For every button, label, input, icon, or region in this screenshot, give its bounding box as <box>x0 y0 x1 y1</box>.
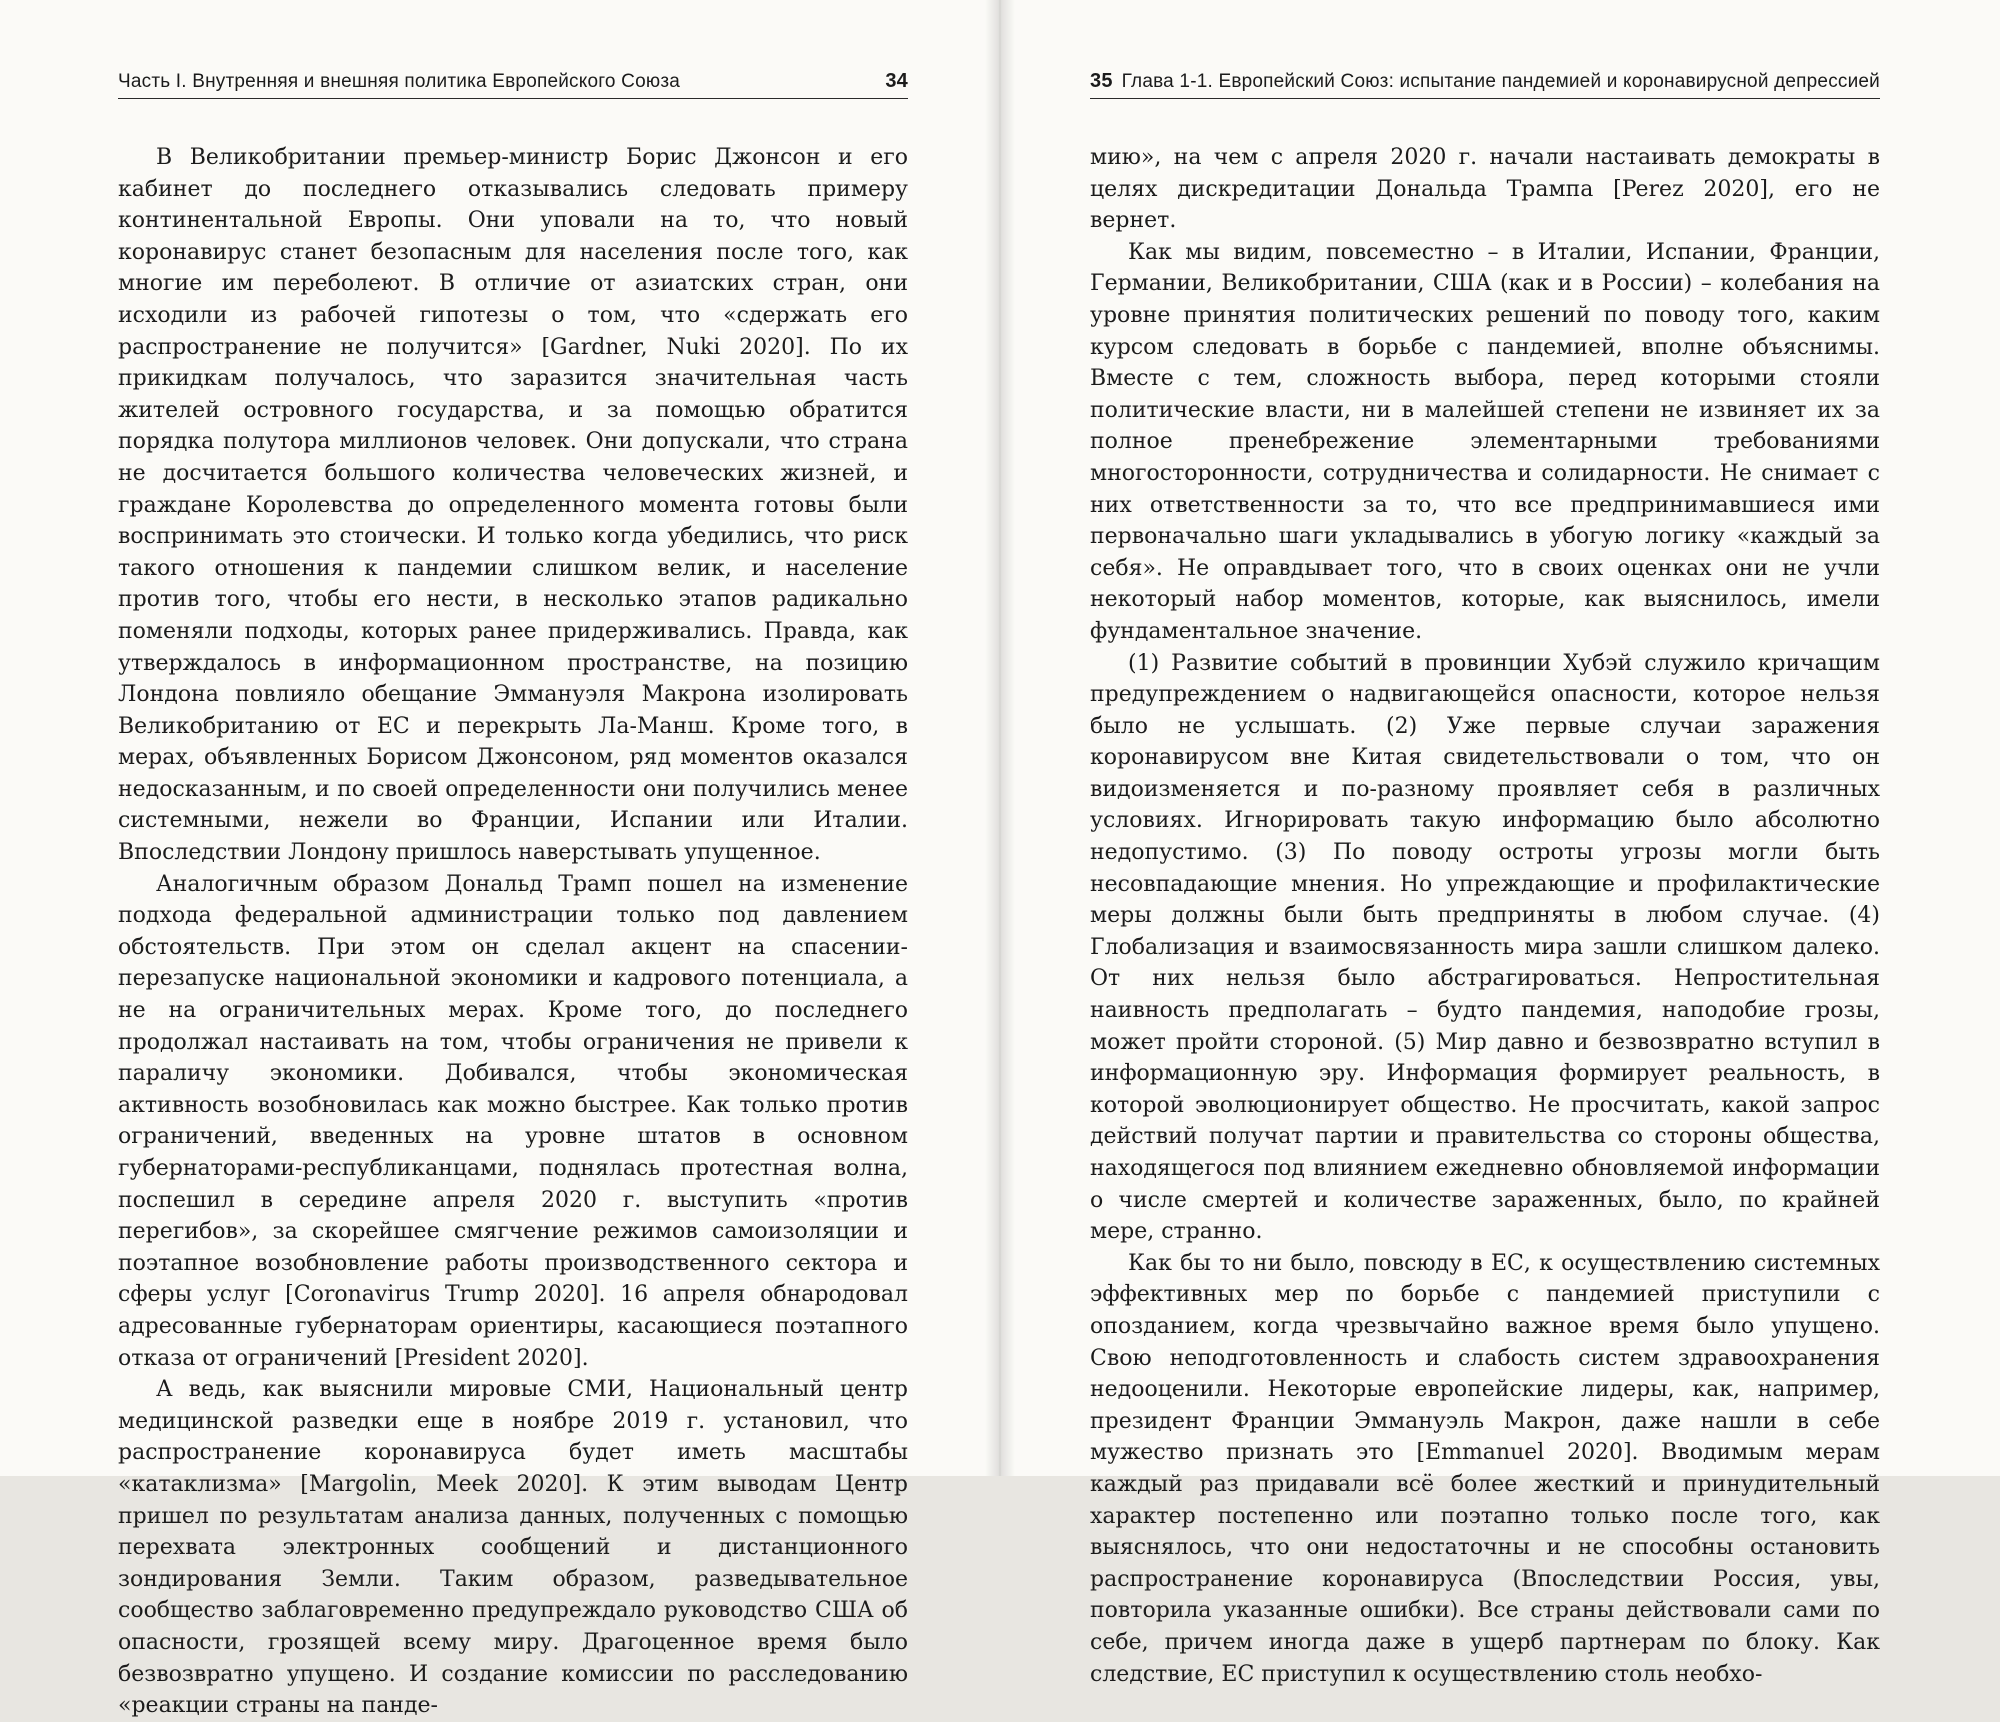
paragraph: А ведь, как выяснили мировые СМИ, Национальный центр медицинской разведки еще в ноябре 2019 г. установил, что распространение коронавируса будет иметь масштабы «катаклизма» [Margolin, Meek 2020]. К этим выводам Центр пришел по результатам анализа данных, полученных с помощью перехвата электронных сообщений и дистанционного зондирования Земли. Таким образом, разведывательное сообщество заблаговременно предупреждало руководство США об опасности, грозящей всему миру. Драгоценное время было безвозвратно упущено. И создание комиссии по расследованию «реакции страны на панде- <box>118 1377 908 1719</box>
left-page <box>0 0 1000 1719</box>
right-page <box>1000 0 2000 1687</box>
left-header-rule <box>118 98 908 99</box>
paragraph: мию», на чем с апреля 2020 г. начали настаивать демократы в целях дискредитации Дональда Трампа [Perez 2020], его не вернет. <box>1090 145 1880 234</box>
right-running-head-title: Глава 1-1. Европейский Союз: испытание пандемией и коронавирусной депрессией <box>1121 71 1880 92</box>
paragraph: Как мы видим, повсеместно – в Италии, Испании, Франции, Германии, Великобритании, США (как и в России) – колебания на уровне принятия политических решений по поводу того, каким курсом следовать в борьбе с пандемией, вполне объяснимы. Вместе с тем, сложность выбора, перед которыми стояли политические власти, ни в малейшей степени не извиняет их за полное пренебрежение элементарными требованиями многосторонности, сотрудничества и солидарности. Не снимает с них ответственности за то, что все предпринимавшиеся ими первоначально шаги укладывались в убогую логику «каждый за себя». Не оправдывает того, что в своих оценках они не учли некоторый набор моментов, которые, как выяснилось, имели фундаментальное значение. <box>1090 239 1880 644</box>
paragraph: (1) Развитие событий в провинции Хубэй служило кричащим предупреждением о надвигающейся опасности, которое нельзя было не услышать. (2) Уже первые случаи заражения коронавирусом вне Китая свидетельствовали о том, что он видоизменяется и по-разному проявляет себя в различных условиях. Игнорировать такую информацию было абсолютно недопустимо. (3) По поводу остроты угрозы могли быть несовпадающие мнения. Но упреждающие и профилактические меры должны были быть предприняты в любом случае. (4) Глобализация и взаимосвязанность мира зашли слишком далеко. От них нельзя было абстрагироваться. Непростительная наивность предполагать – будто пандемия, наподобие грозы, может пройти стороной. (5) Мир давно и безвозвратно вступил в информационную эру. Информация формирует реальность, в которой эволюционирует общество. Не просчитать, какой запрос действий получат партии и правительства со стороны общества, находящегося под влиянием ежедневно обновляемой информации о числе смертей и количестве зараженных, было, по крайней мере, странно. <box>1090 650 1880 1245</box>
paragraph: Аналогичным образом Дональд Трамп пошел на изменение подхода федеральной администрации только под давлением обстоятельств. При этом он сделал акцент на спасении-перезапуске национальной экономики и кадрового потенциала, а не на ограничительных мерах. Кроме того, до последнего продолжал настаивать на том, чтобы ограничения не привели к параличу экономики. Добивался, чтобы экономическая активность возобновилась как можно быстрее. Как только против ограничений, введенных на уровне штатов в основном губернаторами-республиканцами, поднялась протестная волна, поспешил в середине апреля 2020 г. выступить «против перегибов», за скорейшее смягчение режимов самоизоляции и поэтапное возобновление работы производственного сектора и сферы услуг [Coronavirus Trump 2020]. 16 апреля обнародовал адресованные губернаторам ориентиры, касающиеся поэтапного отказа от ограничений [President 2020]. <box>118 871 908 1371</box>
left-body-text <box>118 142 908 1722</box>
left-page-number: 34 <box>885 70 908 92</box>
right-header-rule <box>1090 98 1880 99</box>
right-running-header <box>1090 70 1880 93</box>
left-running-header <box>118 70 908 93</box>
right-body-text <box>1090 142 1880 1690</box>
book-gutter-shadow <box>985 0 1015 1476</box>
paragraph: Как бы то ни было, повсюду в ЕС, к осуществлению системных эффективных мер по борьбе с пандемией приступили с опозданием, когда чрезвычайно важное время было упущено. Свою неподготовленность и слабость систем здравоохранения недооценили. Некоторые европейские лидеры, как, например, президент Франции Эммануэль Макрон, даже нашли в себе мужество признать это [Emmanuel 2020]. Вводимым мерам каждый раз придавали всё более жесткий и принудительный характер постепенно или поэтапно только после того, как выяснялось, что они недостаточны и не способны остановить распространение коронавируса (Впоследствии Россия, увы, повторила указанные ошибки). Все страны действовали сами по себе, причем иногда даже в ущерб партнерам по блоку. Как следствие, ЕС приступил к осуществлению столь необхо- <box>1090 1250 1880 1687</box>
paragraph: В Великобритании премьер-министр Борис Джонсон и его кабинет до последнего отказывались следовать примеру континентальной Европы. Они уповали на то, что новый коронавирус станет безопасным для населения после того, как многие им переболеют. В отличие от азиатских стран, они исходили из рабочей гипотезы о том, что «сдержать его распространение не получится» [Gardner, Nuki 2020]. По их прикидкам получалось, что заразится значительная часть жителей островного государства, и за помощью обратится порядка полутора миллионов человек. Они допускали, что страна не досчитается большого количества человеческих жизней, и граждане Королевства до определенного момента готовы были воспринимать это стоически. И только когда убедились, что риск такого отношения к пандемии слишком велик, и население против того, чтобы его нести, в несколько этапов радикально поменяли подходы, которых ранее придерживались. Правда, как утверждалось в информационном пространстве, на позицию Лондона повлияло обещание Эммануэля Макрона изолировать Великобританию от ЕС и перекрыть Ла-Манш. Кроме того, в мерах, объявленных Борисом Джонсоном, ряд моментов оказался недосказанным, и по своей определенности они получились менее системными, нежели во Франции, Испании или Италии. Впоследствии Лондону пришлось наверстывать упущенное. <box>118 145 908 866</box>
left-running-head-title: Часть I. Внутренняя и внешняя политика Европейского Союза <box>118 71 680 92</box>
right-page-number: 35 <box>1090 70 1113 92</box>
